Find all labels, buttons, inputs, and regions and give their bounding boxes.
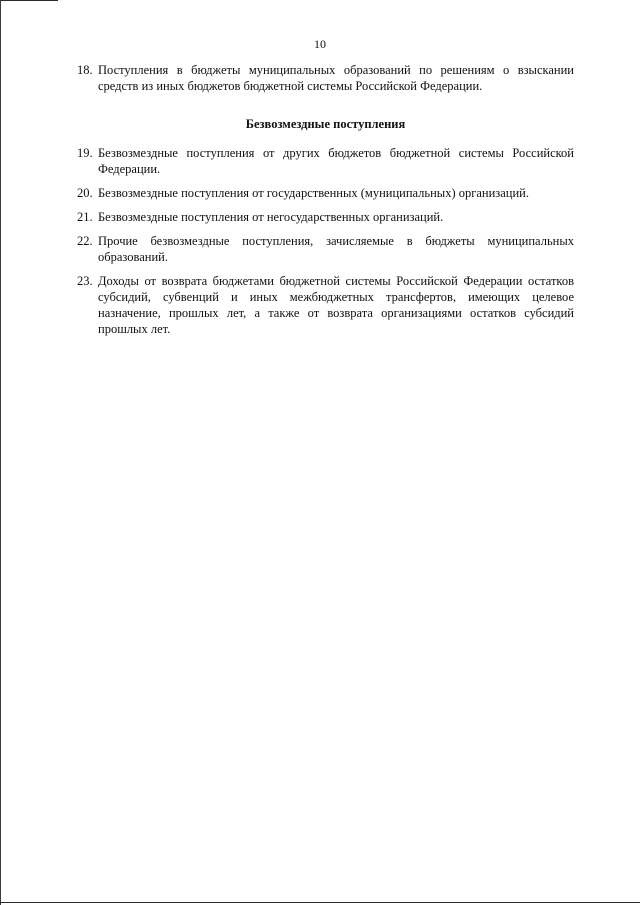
list-item-text: Безвозмездные поступления от государственных (муниципальных) организаций.	[98, 186, 529, 200]
list-item-19	[77, 145, 574, 177]
page-number: 10	[314, 37, 326, 51]
scan-edge-top	[0, 0, 58, 1]
document-body	[77, 62, 574, 345]
list-item-number: 20.	[77, 186, 93, 200]
list-item-number: 22.	[77, 234, 93, 248]
list-item-text: Прочие безвозмездные поступления, зачисляемые в бюджеты муниципальных образований.	[98, 234, 574, 264]
list-item-text: Поступления в бюджеты муниципальных образований по решениям о взыскании средств из иных бюджетов бюджетной системы Российской Федерации.	[98, 63, 574, 93]
list-item-number: 19.	[77, 146, 93, 160]
list-item-text: Безвозмездные поступления от других бюджетов бюджетной системы Российской Федерации.	[98, 146, 574, 176]
list-item-number: 21.	[77, 210, 93, 224]
list-item-number: 23.	[77, 274, 93, 288]
list-item-22	[77, 233, 574, 265]
list-item-text: Безвозмездные поступления от негосударственных организаций.	[98, 210, 444, 224]
scan-edge-left	[0, 0, 1, 905]
list-item-20	[77, 185, 574, 201]
list-item-number: 18.	[77, 63, 93, 77]
list-item-23	[77, 273, 574, 337]
list-item-21	[77, 209, 574, 225]
list-item-text: Доходы от возврата бюджетами бюджетной системы Российской Федерации остатков субсидий, субвенций и иных межбюджетных трансфертов, имеющих целевое назначение, прошлых лет, а также от возврата организациями остатков субсидий прошлых лет.	[98, 274, 574, 336]
scan-edge-bottom	[0, 902, 640, 903]
section-heading: Безвозмездные поступления	[245, 117, 406, 131]
list-item-18	[77, 62, 574, 94]
